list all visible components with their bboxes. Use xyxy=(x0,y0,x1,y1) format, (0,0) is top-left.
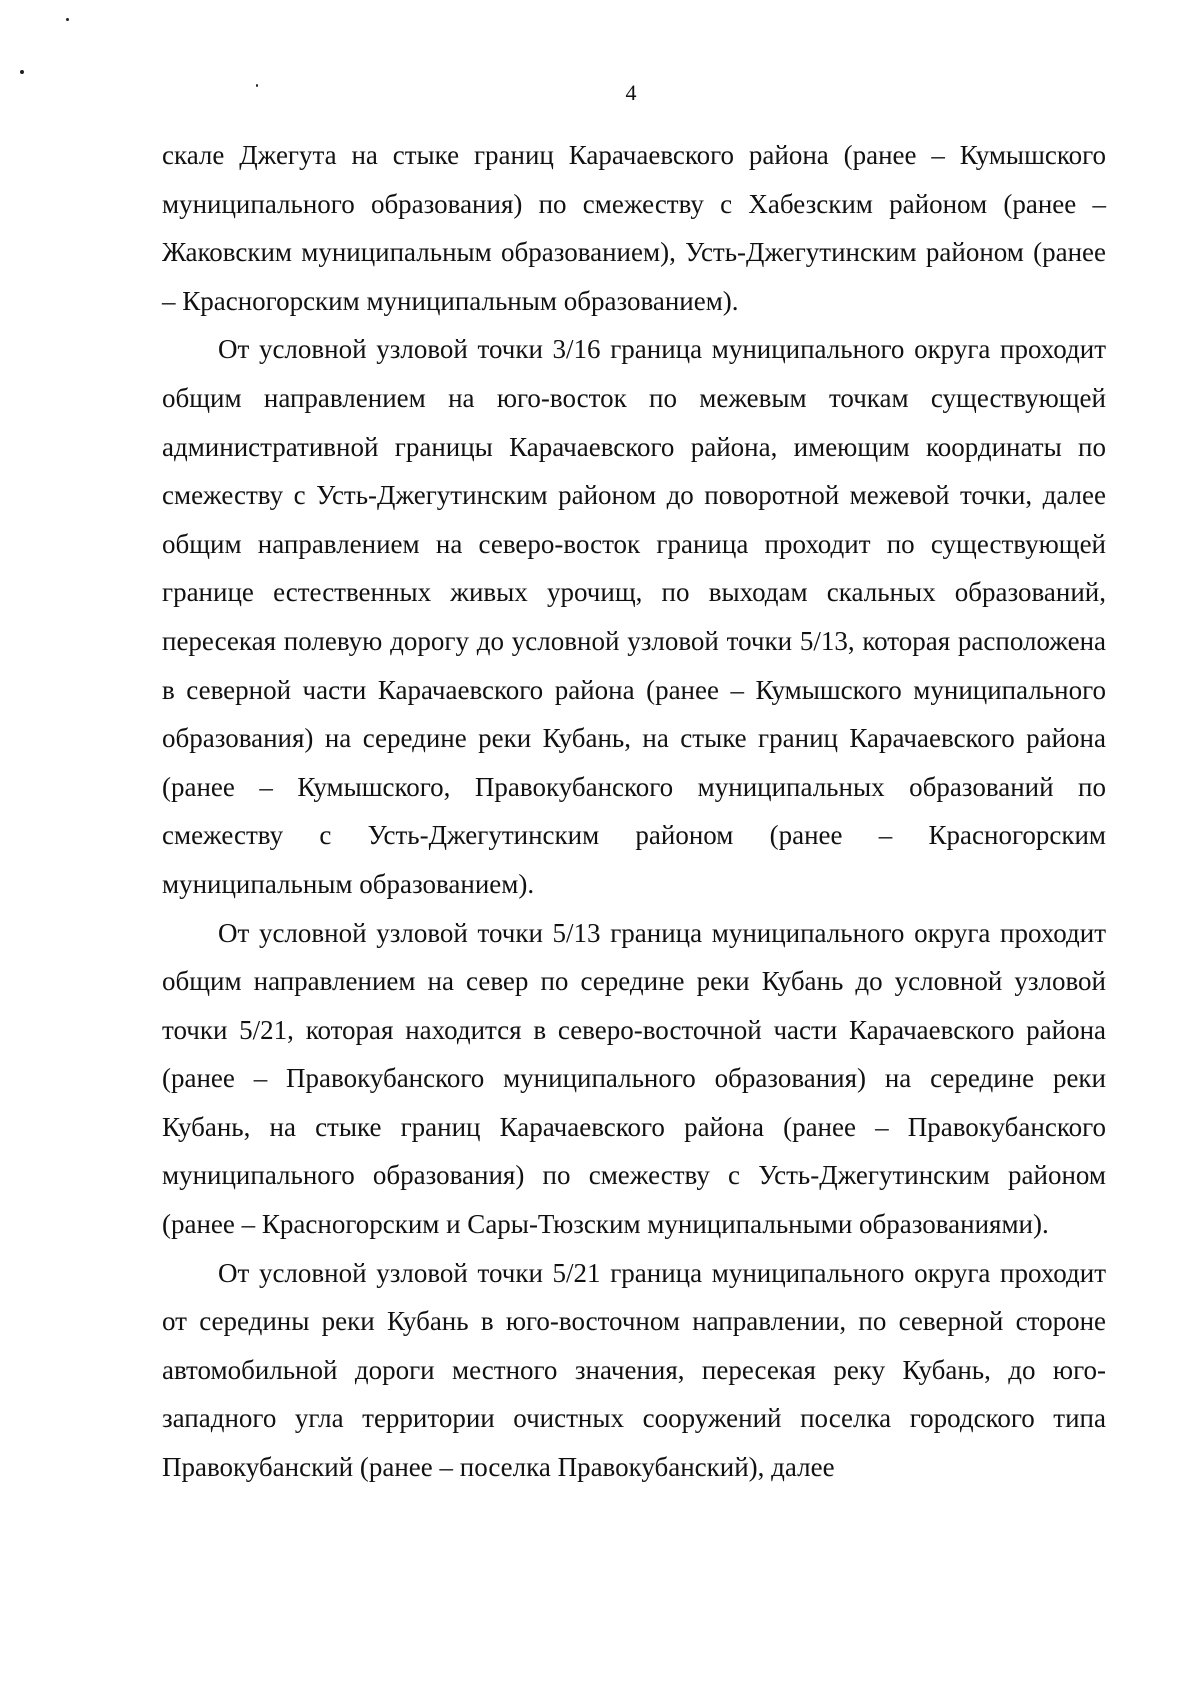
document-body xyxy=(162,131,1106,1492)
scan-speck xyxy=(20,70,24,74)
paragraph-continuation: скале Джегута на стыке границ Карачаевского района (ранее – Кумышского муниципального образования) по смежеству с Хабезским районом (ранее – Жаковским муниципальным образованием), Усть-Джегутинским районом (ранее – Красногорским муниципальным образованием). xyxy=(162,140,1106,316)
page-number: 4 xyxy=(625,80,637,105)
paragraph: От условной узловой точки 5/13 граница муниципального округа проходит общим направлением на север по середине реки Кубань до условной узловой точки 5/21, которая находится в северо-восточной части Карачаевского района (ранее – Правокубанского муниципального образования) на середине реки Кубань, на стыке границ Карачаевского района (ранее – Правокубанского муниципального образования) по смежеству с Усть-Джегутинским районом (ранее – Красногорским и Сары-Тюзским муниципальными образованиями). xyxy=(162,917,1106,1240)
paragraph: От условной узловой точки 5/21 граница муниципального округа проходит от середины реки Кубань в юго-восточном направлении, по северной стороне автомобильной дороги местного значения, пересекая реку Кубань, до юго-западного угла территории очистных сооружений поселка городского типа Правокубанский (ранее – поселка Правокубанский), далее xyxy=(162,1257,1106,1483)
paragraph: От условной узловой точки 3/16 граница муниципального округа проходит общим направлением на юго-восток по межевым точкам существующей административной границы Карачаевского района, имеющим координаты по смежеству с Усть-Джегутинским районом до поворотной межевой точки, далее общим направлением на северо-восток граница проходит по существующей границе естественных живых урочищ, по выходам скальных образований, пересекая полевую дорогу до условной узловой точки 5/13, которая расположена в северной части Карачаевского района (ранее – Кумышского муниципального образования) на середине реки Кубань, на стыке границ Карачаевского района (ранее – Кумышского, Правокубанского муниципальных образований по смежеству с Усть-Джегутинским районом (ранее – Красногорским муниципальным образованием). xyxy=(162,334,1106,899)
scan-speck xyxy=(66,18,69,21)
